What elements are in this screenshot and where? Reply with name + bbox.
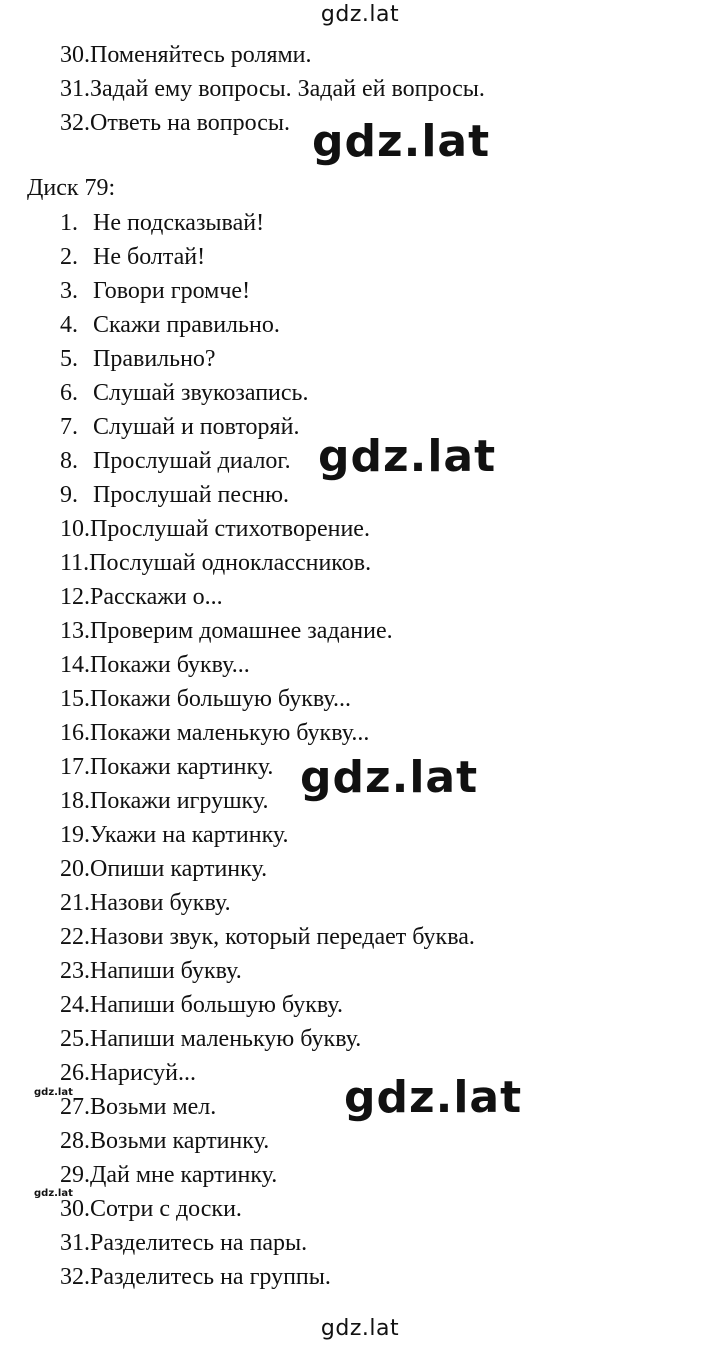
list-item (60, 684, 351, 714)
list-item-text: Опиши картинку. (90, 856, 268, 882)
list-item (60, 956, 242, 986)
watermark-top: gdz.lat (320, 2, 400, 27)
list-item-number: 32. (60, 110, 90, 136)
list-item (60, 108, 290, 138)
list-item-number: 31. (60, 1230, 90, 1256)
list-item (60, 74, 485, 104)
list-item-number: 9. (60, 482, 78, 508)
list-item-number: 7. (60, 414, 78, 440)
list-item (60, 1160, 277, 1190)
list-item-number: 12. (60, 584, 90, 610)
list-item-number: 30. (60, 42, 90, 68)
list-item-text: Ответь на вопросы. (90, 110, 290, 136)
list-item (60, 650, 250, 680)
list-item-text: Разделитесь на группы. (90, 1264, 331, 1290)
watermark-bottom: gdz.lat (320, 1316, 400, 1341)
list-item-text: Поменяйтесь ролями. (90, 42, 312, 68)
list-item (60, 786, 268, 816)
watermark-small-1: gdz.lat (34, 1087, 73, 1098)
list-item (60, 480, 289, 510)
list-item-number: 11. (60, 550, 90, 576)
list-item (60, 276, 250, 306)
list-item (60, 820, 288, 850)
list-item-text: Расскажи о... (90, 584, 223, 610)
list-item (60, 854, 267, 884)
list-item-number: 1. (60, 210, 78, 236)
list-item (60, 310, 280, 340)
list-item-text: Покажи картинку. (90, 754, 274, 780)
list-item-number: 16. (60, 720, 90, 746)
list-item (60, 412, 299, 442)
list-item (60, 242, 205, 272)
list-item (60, 718, 369, 748)
list-item-number: 21. (60, 890, 90, 916)
list-item-number: 15. (60, 686, 90, 712)
list-item-text: Прослушай песню. (93, 482, 290, 508)
list-item-text: Разделитесь на пары. (90, 1230, 308, 1256)
list-item-text: Напиши большую букву. (90, 992, 343, 1018)
list-item (60, 1126, 269, 1156)
list-item-text: Слушай и повторяй. (93, 414, 300, 440)
list-item-text: Возьми мел. (90, 1094, 217, 1120)
watermark-large-3: gdz.lat (300, 752, 479, 803)
list-item (60, 378, 309, 408)
list-item-text: Покажи игрушку. (90, 788, 269, 814)
list-item (60, 990, 343, 1020)
list-item-text: Покажи букву... (90, 652, 250, 678)
list-item (60, 514, 370, 544)
list-item-text: Правильно? (93, 346, 216, 372)
list-item-text: Покажи маленькую букву... (90, 720, 370, 746)
list-item-text: Назови звук, который передает буква. (90, 924, 475, 950)
list-item (60, 1194, 242, 1224)
list-item-number: 19. (60, 822, 90, 848)
list-item-number: 30. (60, 1196, 90, 1222)
list-item (60, 1058, 196, 1088)
list-item-number: 26. (60, 1060, 90, 1086)
list-item-number: 27. (60, 1094, 90, 1120)
list-item-number: 6. (60, 380, 78, 406)
list-item-number: 23. (60, 958, 90, 984)
watermark-large-2: gdz.lat (318, 431, 497, 482)
list-item (60, 1228, 307, 1258)
list-item (60, 922, 475, 952)
watermark-small-2: gdz.lat (34, 1188, 73, 1199)
list-item-text: Задай ему вопросы. Задай ей вопросы. (90, 76, 485, 102)
list-item-text: Скажи правильно. (93, 312, 280, 338)
list-item-text: Нарисуй... (90, 1060, 197, 1086)
list-item-text: Проверим домашнее задание. (90, 618, 393, 644)
list-item-number: 14. (60, 652, 90, 678)
list-item-number: 20. (60, 856, 90, 882)
list-item-number: 2. (60, 244, 78, 270)
list-item (60, 40, 312, 70)
list-item-text: Не подсказывай! (93, 210, 265, 236)
list-item-number: 28. (60, 1128, 90, 1154)
list-item-text: Говори громче! (93, 278, 251, 304)
list-item-number: 29. (60, 1162, 90, 1188)
list-item-text: Не болтай! (93, 244, 206, 270)
list-item-text: Возьми картинку. (90, 1128, 270, 1154)
watermark-large-4: gdz.lat (344, 1072, 523, 1123)
list-item-text: Слушай звукозапись. (93, 380, 309, 406)
list-item-text: Прослушай диалог. (93, 448, 291, 474)
list-item-number: 25. (60, 1026, 90, 1052)
watermark-large-1: gdz.lat (312, 116, 491, 167)
list-item-number: 32. (60, 1264, 90, 1290)
list-item-text: Послушай одноклассников. (89, 550, 372, 576)
list-item (60, 616, 393, 646)
list-item-number: 10. (60, 516, 90, 542)
list-item-text: Напиши букву. (90, 958, 242, 984)
list-item (60, 446, 291, 476)
list-item-number: 18. (60, 788, 90, 814)
list-item-number: 31. (60, 76, 90, 102)
list-item-number: 8. (60, 448, 78, 474)
list-item (60, 344, 216, 374)
list-item-number: 3. (60, 278, 78, 304)
list-item-text: Укажи на картинку. (90, 822, 289, 848)
list-item (60, 1024, 361, 1054)
disk-heading: Диск 79: (27, 175, 116, 201)
list-item-number: 5. (60, 346, 78, 372)
list-item-text: Покажи большую букву... (90, 686, 351, 712)
list-item (60, 582, 223, 612)
list-item-text: Назови букву. (90, 890, 231, 916)
list-item-number: 22. (60, 924, 90, 950)
list-item-number: 24. (60, 992, 90, 1018)
list-item-number: 13. (60, 618, 90, 644)
list-item-number: 17. (60, 754, 90, 780)
list-item-text: Прослушай стихотворение. (90, 516, 370, 542)
list-item (60, 888, 231, 918)
list-item (60, 1262, 331, 1292)
list-item (60, 208, 264, 238)
list-item-text: Дай мне картинку. (90, 1162, 278, 1188)
list-item-number: 4. (60, 312, 78, 338)
list-item-text: Сотри с доски. (90, 1196, 242, 1222)
list-item (60, 548, 371, 578)
list-item (60, 1092, 216, 1122)
list-item-text: Напиши маленькую букву. (90, 1026, 362, 1052)
list-item (60, 752, 273, 782)
